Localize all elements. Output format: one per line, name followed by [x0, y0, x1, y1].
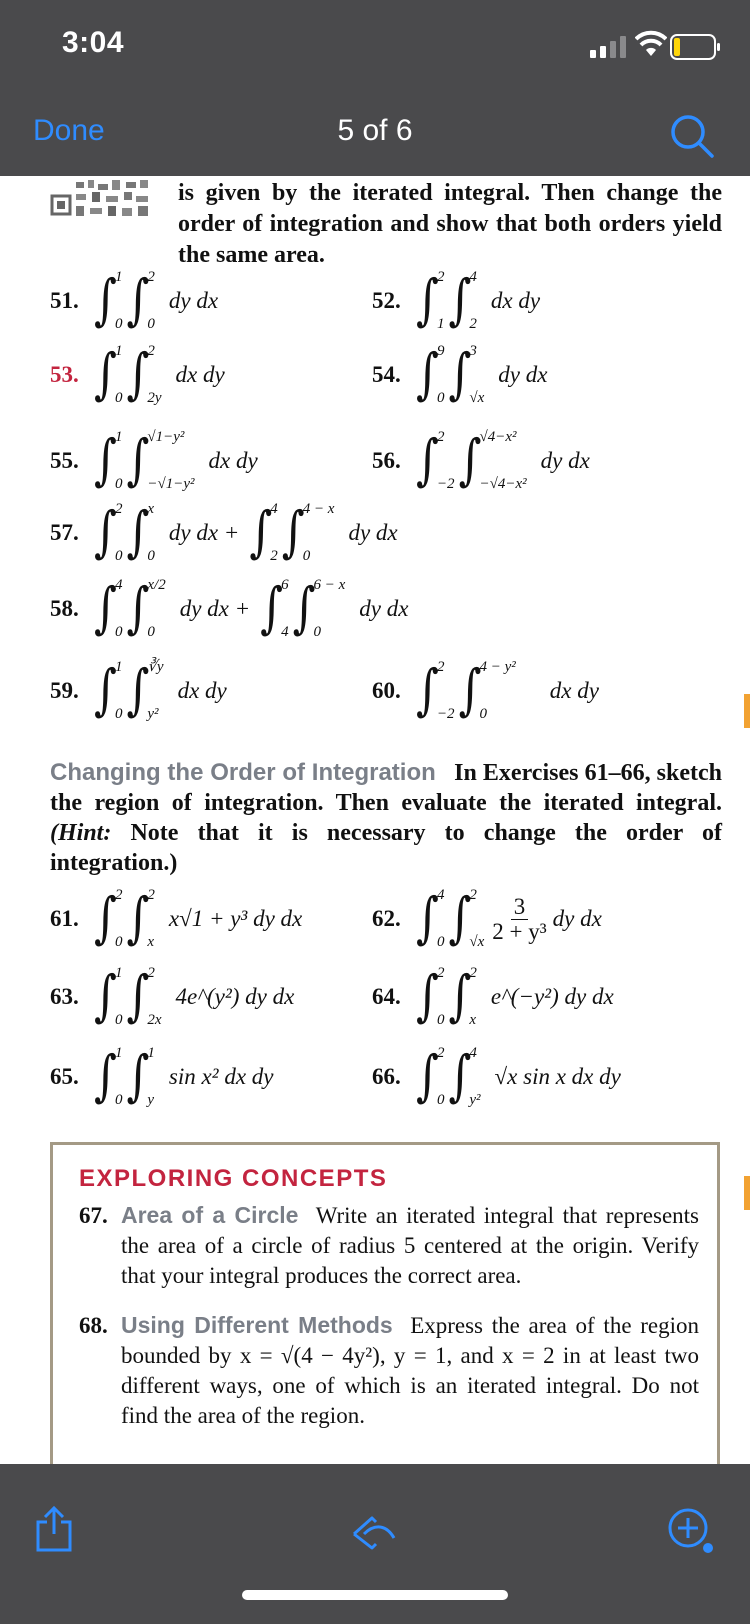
section-changing-order: [50, 758, 722, 878]
exercise-number: 64.: [372, 984, 401, 1009]
page-edge-marker: [744, 694, 750, 728]
section-hint-text: Note that it is necessary to change the order of integration.): [50, 820, 722, 876]
status-time: 3:04: [62, 26, 125, 59]
section-hint-label: (Hint:: [50, 820, 112, 846]
exercise-67: [79, 1201, 699, 1291]
exercise-number: 66.: [372, 1064, 401, 1089]
exercise-text: Express the area of the region bounded by x = √(4 − 4y²), y = 1, and x = 2 in at least two different ways, one of which is an iterated integral. Do not find the area of the region.: [121, 1313, 700, 1428]
exercise-62: 62. ∫ 4 0 ∫ 2 √x $\frac{3}{\text{2 + y³}}$ dy dx: [372, 886, 602, 951]
exercise-number: 61.: [50, 906, 79, 931]
wifi-icon: [635, 30, 667, 58]
exercise-58: 58. ∫ 4 0 ∫ x/2 0 dy dx + ∫ 6 4 ∫ 6 − x 0 dy dx: [50, 576, 409, 641]
status-bar: [0, 0, 750, 92]
exercise-number: 51.: [50, 288, 79, 313]
exercise-56: 56. ∫ 2 −2 ∫ √4−x² −√4−x² dy dx: [372, 428, 590, 493]
exercise-57: 57. ∫ 2 0 ∫ x 0 dy dx + ∫ 4 2 ∫ 4 − x 0 dy dx: [50, 500, 398, 565]
exercise-number: 55.: [50, 448, 79, 473]
fraction: $\frac{3}{\text{2 + y³}}$: [492, 893, 547, 944]
section-title: Changing the Order of Integration: [50, 759, 436, 786]
exercise-number[interactable]: 53.: [50, 362, 79, 387]
battery-icon: [670, 34, 722, 60]
exercise-number: 52.: [372, 288, 401, 313]
exercise-number: 65.: [50, 1064, 79, 1089]
exercise-text: Write an iterated integral that represents the area of a circle of radius 5 centered at the origin. Verify that your integral produces the correct area.: [121, 1203, 699, 1288]
exercise-number: 63.: [50, 984, 79, 1009]
exercise-60: 60. ∫ 2 −2 ∫ 4 − y² 0 dx dy: [372, 658, 599, 723]
zoom-add-icon[interactable]: [664, 1504, 716, 1556]
exercise-61: 61. ∫ 2 0 ∫ 2 x x√1 + y³ dy dx: [50, 886, 303, 951]
exercise-55: 55. ∫ 1 0 ∫ √1−y² −√1−y² dx dy: [50, 428, 258, 493]
exercise-53: 53. ∫ 1 0 ∫ 2 2y dx dy: [50, 342, 225, 407]
search-icon[interactable]: [668, 112, 716, 160]
exercise-65: 65. ∫ 1 0 ∫ 1 y sin x² dx dy: [50, 1044, 274, 1109]
home-indicator[interactable]: [242, 1590, 508, 1600]
done-button[interactable]: Done: [33, 114, 105, 147]
exercise-66: 66. ∫ 2 0 ∫ 4 y² √x sin x dx dy: [372, 1044, 621, 1109]
exercise-number: 60.: [372, 678, 401, 703]
nav-bar: [0, 92, 750, 176]
page-counter: 5 of 6: [337, 114, 413, 147]
exercise-54: 54. ∫ 9 0 ∫ 3 √x dy dx: [372, 342, 548, 407]
section-text: In Exercises 61–66, sketch the region of integration. Then evaluate the iterated integral.: [50, 760, 723, 816]
exercise-number: 56.: [372, 448, 401, 473]
exercise-number: 54.: [372, 362, 401, 387]
exploring-concepts-box: [50, 1142, 720, 1464]
exercise-number: 57.: [50, 520, 79, 545]
exercise-number: 68.: [79, 1313, 108, 1338]
exercise-64: 64. ∫ 2 0 ∫ 2 x e^(−y²) dy dx: [372, 964, 614, 1029]
markup-pen-icon[interactable]: [350, 1512, 398, 1550]
exploring-concepts-heading: EXPLORING CONCEPTS: [79, 1165, 388, 1192]
bottom-toolbar: [0, 1464, 750, 1624]
exercise-68: [79, 1311, 699, 1431]
exercise-number: 59.: [50, 678, 79, 703]
exercise-title: Area of a Circle: [121, 1202, 299, 1228]
cellular-signal-icon: [590, 36, 628, 58]
qr-code-icon: [50, 178, 150, 222]
intro-text: is given by the iterated integral. Then change the order of integration and show that both orders yield the same area.: [178, 180, 722, 268]
exercise-59: 59. ∫ 1 0 ∫ ∛y y² dx dy: [50, 658, 227, 723]
exercise-52: 52. ∫ 2 1 ∫ 4 2 dx dy: [372, 268, 541, 333]
exercise-title: Using Different Methods: [121, 1312, 393, 1338]
exercise-51: 51. ∫ 1 0 ∫ 2 0 dy dx: [50, 268, 219, 333]
exercise-number: 58.: [50, 596, 79, 621]
document-page: [0, 176, 750, 1464]
exercise-63: 63. ∫ 1 0 ∫ 2 2x 4e^(y²) dy dx: [50, 964, 295, 1029]
page-edge-marker: [744, 1176, 750, 1210]
exercise-number: 67.: [79, 1203, 108, 1228]
share-icon[interactable]: [34, 1506, 74, 1552]
exercise-number: 62.: [372, 906, 401, 931]
